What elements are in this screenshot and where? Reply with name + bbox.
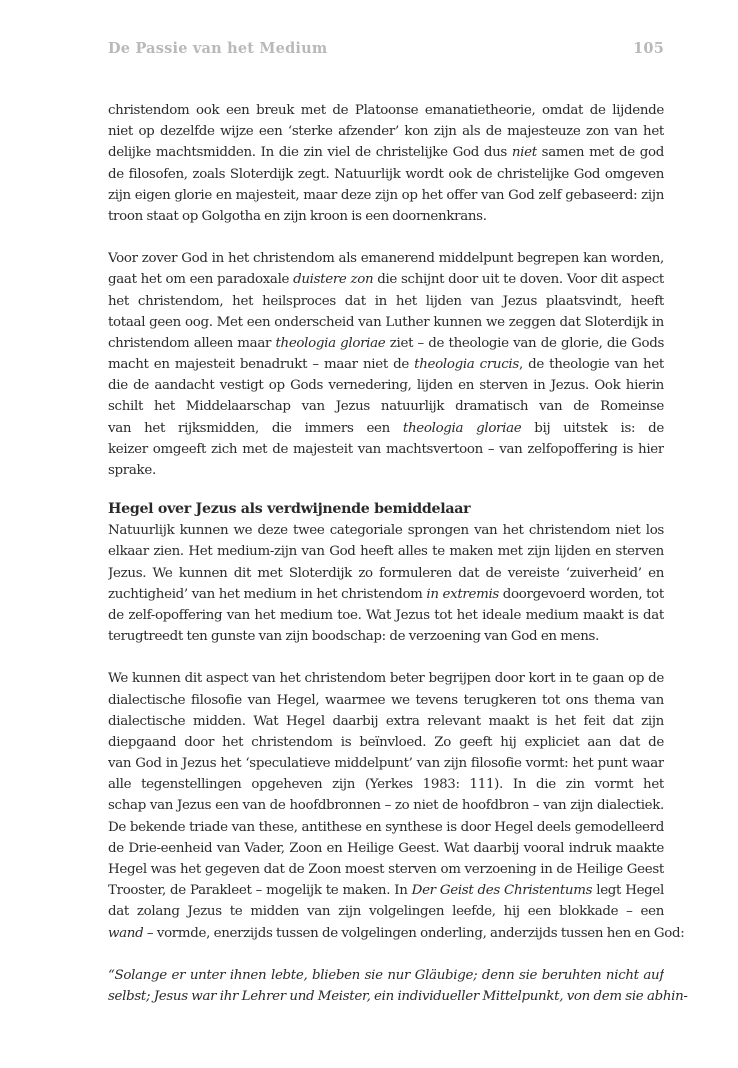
text-line: gaat het om een paradoxale duistere zon die schijnt door uit te doven. Voor dit aspect	[108, 272, 664, 288]
section-heading: Hegel over Jezus als verdwijnende bemiddelaar	[108, 501, 471, 518]
text-line: terugtreedt ten gunste van zijn boodschap: de verzoening van God en mens.	[108, 629, 600, 645]
text-line: van God in Jezus het ‘speculatieve middelpunt’ van zijn filosofie vormt: het punt waar	[108, 756, 664, 772]
paragraph	[108, 520, 664, 647]
paragraph	[108, 668, 685, 943]
text-line: totaal geen oog. Met een onderscheid van Luther kunnen we zeggen dat Sloterdijk in	[108, 314, 664, 330]
text-line: niet op dezelfde wijze een ‘sterke afzender’ kon zijn als de majesteuze zon van het	[108, 124, 664, 140]
text-line: troon staat op Golgotha en zijn kroon is een doornenkrans.	[108, 208, 487, 224]
running-header	[108, 40, 664, 57]
text-line: Hegel was het gegeven dat de Zoon moest sterven om verzoening in de Heilige Geest	[108, 862, 664, 877]
text-line: We kunnen dit aspect van het christendom beter begrijpen door kort in te gaan op de	[108, 671, 664, 687]
text-line: schilt het Middelaarschap van Jezus natuurlijk dramatisch van de Romeinse	[108, 399, 664, 415]
text-line: wand – vormde, enerzijds tussen de volgelingen onderling, anderzijds tussen hen en God:	[108, 925, 685, 941]
text-line: macht en majesteit benadrukt – maar niet de theologia crucis, de theologie van het	[108, 357, 664, 373]
text-line: delijke machtsmidden. In die zin viel de christelijke God dus niet samen met de god	[108, 145, 664, 161]
text-line: keizer omgeeft zich met de majesteit van machtsvertoon – van zelfopoffering is hier	[108, 441, 664, 457]
text-line: dialectische filosofie van Hegel, waarmee we tevens terugkeren tot ons thema van	[108, 692, 664, 708]
text-line: de zelf-opoffering van het medium toe. Wat Jezus tot het ideale medium maakt is dat	[108, 607, 664, 623]
paragraph	[108, 248, 664, 481]
text-line: die de aandacht vestigt op Gods vernedering, lijden en sterven in Jezus. Ook hierin	[108, 378, 664, 394]
text-line: alle tegenstellingen opgeheven zijn (Yerkes 1983: 111). In die zin vormt het	[108, 777, 664, 793]
text-line: Trooster, de Parakleet – mogelijk te maken. In Der Geist des Christentums legt Hegel	[108, 883, 664, 899]
text-line: de filosofen, zoals Sloterdijk zegt. Natuurlijk wordt ook de christelijke God omgeven	[108, 166, 664, 182]
text-line: dialectische midden. Wat Hegel daarbij extra relevant maakt is het feit dat zijn	[108, 713, 664, 729]
running-header-title: De Passie van het Medium	[108, 40, 328, 57]
text-line: zuchtigheid’ van het medium in het christendom in extremis doorgevoerd worden, tot	[108, 586, 664, 602]
text-line: het christendom, het heilsproces dat in het lijden van Jezus plaatsvindt, heeft	[108, 293, 664, 309]
text-line: de Drie-eenheid van Vader, Zoon en Heilige Geest. Wat daarbij vooral indruk maakte	[108, 840, 664, 856]
text-line: Natuurlijk kunnen we deze twee categoriale sprongen van het christendom niet los	[108, 523, 664, 539]
text-line: christendom alleen maar theologia gloriae ziet – de theologie van de glorie, die Gods	[108, 335, 664, 351]
text-line: Jezus. We kunnen dit met Sloterdijk zo formuleren dat de vereiste ‘zuiverheid’ en	[108, 565, 664, 581]
paragraph	[108, 100, 664, 227]
block-quote	[108, 965, 688, 1007]
text-line: schap van Jezus een van de hoofdbronnen – zo niet de hoofdbron – van zijn dialectiek.	[108, 798, 664, 814]
text-line: zijn eigen glorie en majesteit, maar deze zijn op het offer van God zelf gebaseerd: zijn	[108, 187, 664, 203]
text-line: van het rijksmidden, die immers een theologia gloriae bij uitstek is: de	[108, 420, 664, 436]
text-line: christendom ook een breuk met de Platoonse emanatietheorie, omdat de lijdende	[108, 103, 664, 118]
text-line: “Solange er unter ihnen lebte, blieben sie nur Gläubige; denn sie beruhten nicht auf	[108, 967, 664, 983]
text-line: De bekende triade van these, antithese en synthese is door Hegel deels gemodelleerd	[108, 819, 664, 835]
page-number: 105	[633, 40, 664, 57]
text-line: elkaar zien. Het medium-zijn van God heeft alles te maken met zijn lijden en sterven	[108, 544, 664, 560]
page-body	[108, 100, 688, 1007]
text-line: dat zolang Jezus te midden van zijn volgelingen leefde, hij een blokkade – een	[108, 904, 664, 920]
text-line: Voor zover God in het christendom als emanerend middelpunt begrepen kan worden,	[108, 251, 664, 267]
text-line: diepgaand door het christendom is beïnvloed. Zo geeft hij expliciet aan dat de	[108, 734, 664, 750]
text-line: sprake.	[108, 463, 156, 478]
text-line: selbst; Jesus war ihr Lehrer und Meister, ein individueller Mittelpunkt, von dem sie abhin-	[108, 988, 688, 1004]
